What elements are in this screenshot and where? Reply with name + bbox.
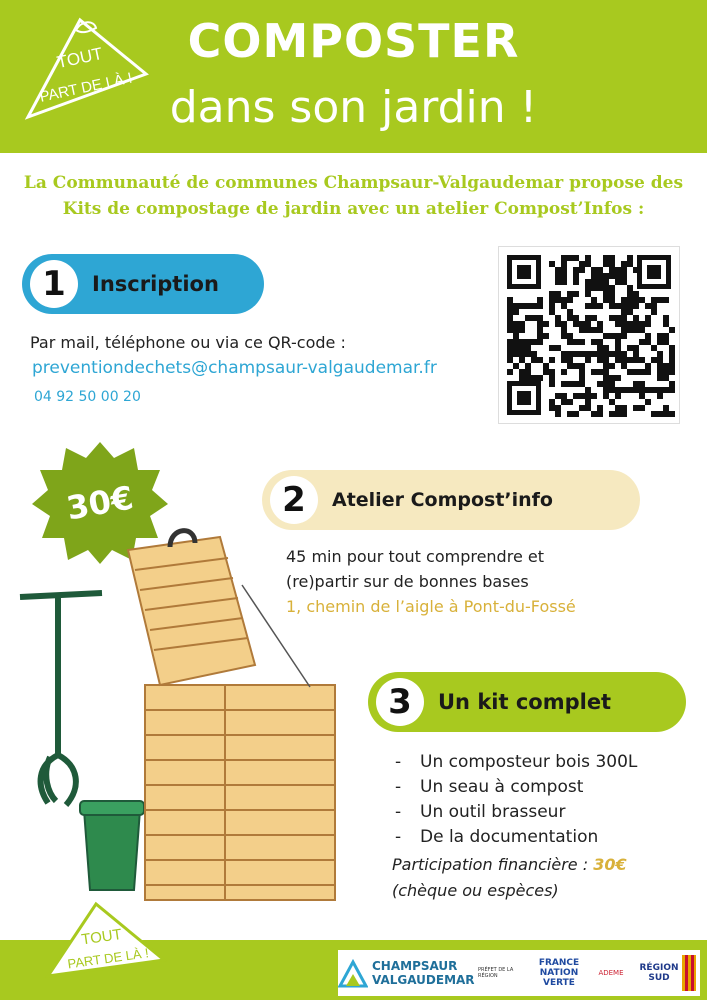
region-sud-logo: RÉGION SUD bbox=[639, 963, 679, 983]
cc-logo bbox=[338, 958, 478, 988]
cc-line1: CHAMPSAUR bbox=[372, 959, 458, 973]
cc-line2: VALGAUDEMAR bbox=[372, 973, 475, 987]
intro-text bbox=[10, 170, 697, 222]
logo-line2: PART DE LÀ ! bbox=[38, 69, 134, 106]
france-nation-verte-logo: FRANCE NATION VERTE bbox=[538, 958, 580, 988]
step1-label: Inscription bbox=[92, 272, 219, 296]
step2-pill bbox=[262, 470, 640, 530]
footer-logo-line2: PART DE LÀ ! bbox=[66, 945, 150, 972]
wood-composter-icon bbox=[128, 531, 335, 900]
participation-price: 30€ bbox=[593, 855, 627, 874]
list-item: - Un composteur bois 300L bbox=[395, 752, 638, 772]
composter-illustration bbox=[10, 525, 350, 915]
step3-pill bbox=[368, 672, 686, 732]
step1-text: Par mail, téléphone ou via ce QR-code : bbox=[30, 333, 346, 352]
participation-line bbox=[392, 852, 627, 877]
page-subtitle: dans son jardin ! bbox=[169, 82, 538, 133]
logo-line1: TOUT bbox=[55, 43, 105, 73]
footer-tout-part-de-la-logo bbox=[40, 900, 170, 980]
email-link[interactable]: preventiondechets@champsaur-valgaudemar.fr bbox=[32, 358, 437, 378]
step2-number: 2 bbox=[270, 476, 318, 524]
partner-logos bbox=[338, 950, 700, 996]
step3-number: 3 bbox=[376, 678, 424, 726]
provence-flag-icon bbox=[682, 955, 696, 991]
kit-list bbox=[395, 750, 637, 850]
step1-number: 1 bbox=[30, 260, 78, 308]
stirring-tool-icon bbox=[20, 593, 102, 805]
step2-address: 1, chemin de l’aigle à Pont-du-Fossé bbox=[286, 597, 576, 616]
step2-line2: (re)partir sur de bonnes bases bbox=[286, 572, 529, 591]
page-title: COMPOSTER bbox=[187, 14, 520, 68]
participation-label: Participation financière : bbox=[392, 855, 589, 874]
compost-bin-icon bbox=[80, 801, 144, 890]
price-badge-text: 30€ bbox=[63, 478, 137, 528]
step2-line1: 45 min pour tout comprendre et bbox=[286, 547, 544, 566]
step3-label: Un kit complet bbox=[438, 690, 612, 714]
phone-number[interactable]: 04 92 50 00 20 bbox=[34, 389, 141, 405]
payment-text: (chèque ou espèces) bbox=[392, 881, 559, 900]
list-item: - Un outil brasseur bbox=[395, 802, 566, 822]
intro-line1: La Communauté de communes Champsaur-Valgaudemar propose des bbox=[23, 173, 684, 193]
step2-label: Atelier Compost’info bbox=[332, 489, 553, 511]
mountain-icon bbox=[338, 958, 368, 988]
prefet-logo: PRÉFET DE LA RÉGION bbox=[478, 967, 514, 979]
list-item: - De la documentation bbox=[395, 827, 599, 847]
ademe-logo: ADEME bbox=[598, 969, 624, 977]
step1-pill bbox=[22, 254, 264, 314]
list-item: - Un seau à compost bbox=[395, 777, 584, 797]
qr-code[interactable] bbox=[498, 246, 680, 424]
footer-logo-line1: TOUT bbox=[80, 925, 123, 949]
intro-line2: Kits de compostage de jardin avec un atelier Compost’Infos : bbox=[62, 199, 645, 219]
